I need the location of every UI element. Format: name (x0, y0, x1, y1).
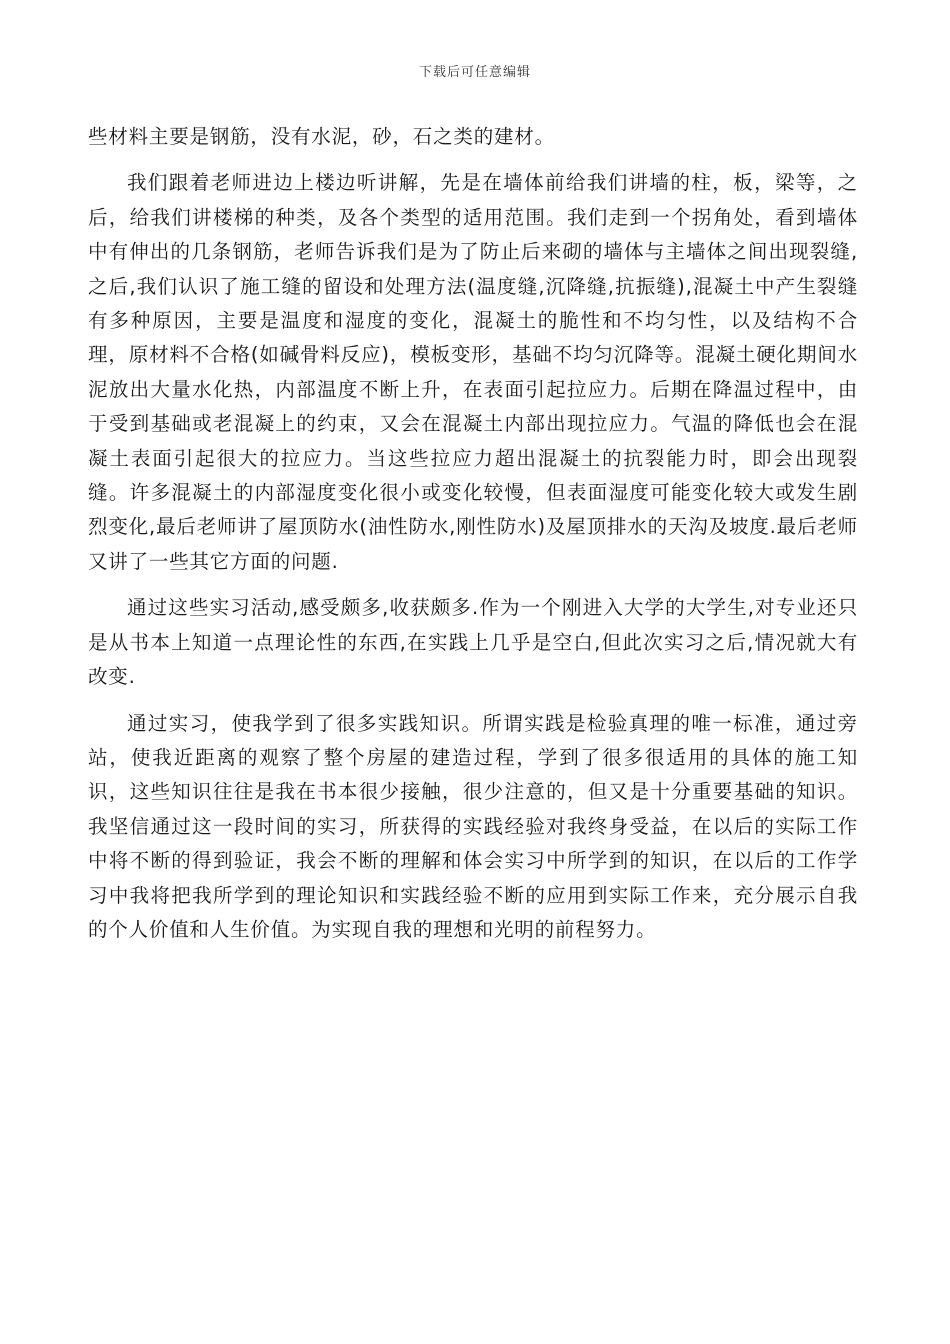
page-header: 下载后可任意编辑 (418, 65, 531, 80)
paragraph-conclusion: 通过实习，使我学到了很多实践知识。所谓实践是检验真理的唯一标准，通过旁站，使我近距离的观察了整个房屋的建造过程，学到了很多很适用的具体的施工知识，这些知识往往是我在书本很少接触，很少注意的，但又是十分重要基础的知识。我坚信通过这一段时间的实习，所获得的实践经验对我终身受益，在以后的实际工作中将不断的得到验证，我会不断的理解和体会实习中所学到的知识，在以后的工作学习中我将把我所学到的理论知识和实践经验不断的应用到实际工作来，充分展示自我的个人价值和人生价值。为实现自我的理想和光明的前程努力。 (88, 711, 858, 941)
document-body (88, 120, 858, 947)
paragraph-site-visit: 我们跟着老师进边上楼边听讲解，先是在墙体前给我们讲墙的柱，板，梁等，之后，给我们讲楼梯的种类，及各个类型的适用范围。我们走到一个拐角处，看到墙体中有伸出的几条钢筋，老师告诉我们是为了防止后来砌的墙体与主墙体之间出现裂缝,之后,我们认识了施工缝的留设和处理方法(温度缝,沉降缝,抗振缝),混凝土中产生裂缝有多种原因，主要是温度和湿度的变化，混凝土的脆性和不均匀性，以及结构不合理，原材料不合格(如碱骨料反应)，模板变形，基础不均匀沉降等。混凝土硬化期间水泥放出大量水化热，内部温度不断上升，在表面引起拉应力。后期在降温过程中，由于受到基础或老混凝上的约束，又会在混凝土内部出现拉应力。气温的降低也会在混凝土表面引起很大的拉应力。当这些拉应力超出混凝土的抗裂能力时，即会出现裂缝。许多混凝土的内部湿度变化很小或变化较慢，但表面湿度可能变化较大或发生剧烈变化,最后老师讲了屋顶防水(油性防水,刚性防水)及屋顶排水的天沟及坡度.最后老师又讲了一些其它方面的问题. (88, 171, 858, 573)
paragraph-reflection: 通过这些实习活动,感受颇多,收获颇多.作为一个刚进入大学的大学生,对专业还只是从书本上知道一点理论性的东西,在实践上几乎是空白,但此次实习之后,情况就大有改变. (88, 596, 858, 689)
paragraph-continuation: 些材料主要是钢筋，没有水泥，砂，石之类的建材。 (88, 125, 555, 148)
